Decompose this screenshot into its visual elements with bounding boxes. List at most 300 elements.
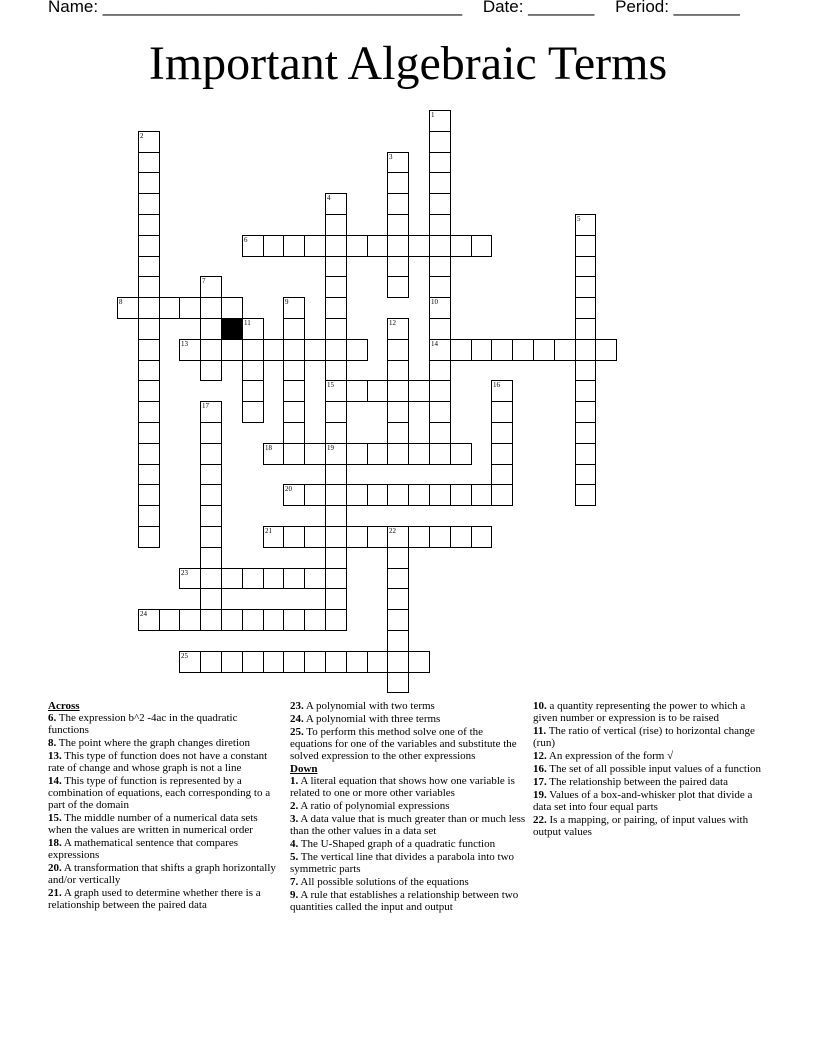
crossword-cell[interactable] <box>263 651 284 673</box>
cell-number: 6 <box>244 236 248 244</box>
crossword-cell[interactable] <box>575 214 596 236</box>
cell-number: 4 <box>327 194 331 202</box>
crossword-cell[interactable] <box>200 318 222 340</box>
crossword-cell[interactable] <box>471 339 492 361</box>
clue-number: 2. <box>290 800 299 812</box>
crossword-cell[interactable] <box>471 526 492 548</box>
crossword-cell[interactable] <box>138 235 160 257</box>
crossword-cell[interactable] <box>138 276 160 298</box>
cell-number: 22 <box>389 527 396 535</box>
crossword-cell[interactable] <box>575 256 596 277</box>
crossword-cell[interactable] <box>429 214 451 236</box>
clue-text: A mathematical sentence that compares expressions <box>48 837 238 861</box>
clue-number: 16. <box>533 763 547 775</box>
crossword-cell[interactable] <box>367 526 388 548</box>
crossword-cell[interactable] <box>367 651 388 673</box>
crossword-cell[interactable] <box>325 318 347 340</box>
crossword-cell[interactable] <box>283 339 305 361</box>
crossword-cell[interactable] <box>325 256 347 277</box>
clue-16 <box>533 763 763 775</box>
crossword-cell[interactable] <box>283 484 305 506</box>
crossword-cell[interactable] <box>450 235 472 257</box>
cell-number: 21 <box>265 527 272 535</box>
crossword-cell[interactable] <box>138 297 160 319</box>
crossword-cell[interactable] <box>554 339 576 361</box>
crossword-cell[interactable] <box>325 235 347 257</box>
crossword-cell[interactable] <box>263 568 284 589</box>
crossword-cell[interactable] <box>242 609 264 631</box>
crossword-cell[interactable] <box>138 380 160 402</box>
crossword-cell[interactable] <box>263 609 284 631</box>
crossword-cell[interactable] <box>200 464 222 485</box>
crossword-cell[interactable] <box>138 172 160 194</box>
crossword-cell[interactable] <box>367 380 388 402</box>
crossword-cell[interactable] <box>450 484 472 506</box>
crossword-cell[interactable] <box>242 339 264 361</box>
crossword-cell[interactable] <box>283 318 305 340</box>
crossword-cell[interactable] <box>387 360 409 381</box>
crossword-cell[interactable] <box>408 235 430 257</box>
crossword-cell[interactable] <box>491 443 513 465</box>
clue-8 <box>48 737 280 749</box>
clue-9 <box>290 889 526 913</box>
crossword-cell[interactable] <box>200 526 222 548</box>
crossword-cell[interactable] <box>304 235 326 257</box>
crossword-cell[interactable] <box>283 401 305 423</box>
crossword-cell[interactable] <box>304 484 326 506</box>
crossword-cell[interactable] <box>138 401 160 423</box>
clue-number: 5. <box>290 851 299 863</box>
crossword-cell[interactable] <box>429 526 451 548</box>
crossword-cell[interactable] <box>429 235 451 257</box>
crossword-cell[interactable] <box>408 380 430 402</box>
crossword-cell[interactable] <box>283 526 305 548</box>
crossword-cell[interactable] <box>242 380 264 402</box>
crossword-cell[interactable] <box>387 256 409 277</box>
crossword-cell[interactable] <box>387 276 409 298</box>
clue-25 <box>290 726 526 762</box>
crossword-cell[interactable] <box>325 651 347 673</box>
crossword-cell[interactable] <box>575 339 596 361</box>
crossword-cell[interactable] <box>471 235 492 257</box>
clue-number: 9. <box>290 889 299 901</box>
crossword-cell[interactable] <box>179 339 201 361</box>
crossword-cell[interactable] <box>304 568 326 589</box>
crossword-cell[interactable] <box>533 339 555 361</box>
clue-number: 17. <box>533 776 547 788</box>
clue-text: An expression of the form √ <box>546 750 674 762</box>
crossword-cell[interactable] <box>325 193 347 215</box>
clue-number: 1. <box>290 775 299 787</box>
clue-number: 8. <box>48 737 57 749</box>
crossword-cell[interactable] <box>283 609 305 631</box>
clue-number: 3. <box>290 813 299 825</box>
crossword-cell[interactable] <box>200 547 222 569</box>
crossword-cell[interactable] <box>200 339 222 361</box>
crossword-cell[interactable] <box>325 526 347 548</box>
crossword-cell[interactable] <box>325 484 347 506</box>
down-clue-list-continued <box>533 700 763 838</box>
clue-4 <box>290 838 526 850</box>
clue-text: This type of function is represented by a combination of equations, each corresponding to a part of the domain <box>48 775 271 811</box>
clue-text: A literal equation that shows how one variable is related to one or more other variables <box>290 775 515 799</box>
crossword-cell[interactable] <box>242 318 264 340</box>
crossword-cell[interactable] <box>263 339 284 361</box>
crossword-cell[interactable] <box>429 256 451 277</box>
crossword-cell[interactable] <box>387 443 409 465</box>
cell-number: 14 <box>431 340 438 348</box>
crossword-cell[interactable] <box>325 422 347 444</box>
crossword-cell[interactable] <box>429 193 451 215</box>
crossword-cell[interactable] <box>242 401 264 423</box>
crossword-cell[interactable] <box>450 339 472 361</box>
date-field-label[interactable]: Date: _______ <box>482 0 595 16</box>
crossword-cell[interactable] <box>283 568 305 589</box>
crossword-cell[interactable] <box>387 630 409 652</box>
crossword-cell[interactable] <box>200 609 222 631</box>
crossword-cell[interactable] <box>367 235 388 257</box>
crossword-cell[interactable] <box>429 339 451 361</box>
crossword-cell[interactable] <box>325 568 347 589</box>
crossword-cell[interactable] <box>325 297 347 319</box>
crossword-cell[interactable] <box>575 380 596 402</box>
crossword-cell[interactable] <box>387 401 409 423</box>
crossword-cell[interactable] <box>387 193 409 215</box>
crossword-cell[interactable] <box>429 297 451 319</box>
crossword-cell[interactable] <box>200 505 222 527</box>
clue-12 <box>533 750 763 762</box>
clue-24 <box>290 713 526 725</box>
crossword-cell[interactable] <box>575 401 596 423</box>
crossword-cell[interactable] <box>179 297 201 319</box>
crossword-cell[interactable] <box>450 443 472 465</box>
crossword-cell[interactable] <box>575 235 596 257</box>
crossword-cell[interactable] <box>283 443 305 465</box>
crossword-cell[interactable] <box>575 318 596 340</box>
clue-number: 24. <box>290 713 304 725</box>
crossword-cell[interactable] <box>179 651 201 673</box>
crossword-cell[interactable] <box>346 380 368 402</box>
crossword-cell[interactable] <box>325 464 347 485</box>
crossword-cell[interactable] <box>200 297 222 319</box>
clue-number: 7. <box>290 876 299 888</box>
clue-number: 18. <box>48 837 62 849</box>
clue-number: 19. <box>533 789 547 801</box>
crossword-cell[interactable] <box>512 339 534 361</box>
crossword-cell[interactable] <box>263 235 284 257</box>
clue-18 <box>48 837 280 861</box>
crossword-cell[interactable] <box>387 235 409 257</box>
crossword-cell[interactable] <box>387 568 409 589</box>
crossword-cell[interactable] <box>346 235 368 257</box>
crossword-cell[interactable] <box>429 443 451 465</box>
crossword-cell[interactable] <box>346 443 368 465</box>
crossword-cell[interactable] <box>471 484 492 506</box>
crossword-cell[interactable] <box>159 609 180 631</box>
crossword-cell[interactable] <box>283 235 305 257</box>
crossword-cell[interactable] <box>138 339 160 361</box>
crossword-cell[interactable] <box>200 588 222 610</box>
crossword-cell[interactable] <box>387 547 409 569</box>
crossword-cell[interactable] <box>325 214 347 236</box>
crossword-cell[interactable] <box>346 339 368 361</box>
crossword-cell[interactable] <box>491 380 513 402</box>
crossword-cell[interactable] <box>179 568 201 589</box>
clue-text: The U-Shaped graph of a quadratic function <box>298 838 496 850</box>
crossword-cell[interactable] <box>429 380 451 402</box>
crossword-cell[interactable] <box>575 297 596 319</box>
crossword-cell[interactable] <box>138 193 160 215</box>
cell-number: 19 <box>327 444 334 452</box>
crossword-cell[interactable] <box>200 422 222 444</box>
clue-text: The set of all possible input values of a function <box>546 763 762 775</box>
crossword-cell[interactable] <box>138 256 160 277</box>
clue-text: The point where the graph changes diretion <box>56 737 251 749</box>
clues-column-1 <box>48 700 280 912</box>
crossword-cell[interactable] <box>200 401 222 423</box>
crossword-cell[interactable] <box>429 131 451 153</box>
crossword-cell[interactable] <box>387 484 409 506</box>
crossword-cell[interactable] <box>242 651 264 673</box>
crossword-cell[interactable] <box>304 609 326 631</box>
crossword-cell[interactable] <box>325 380 347 402</box>
crossword-cell[interactable] <box>138 422 160 444</box>
clue-number: 13. <box>48 750 62 762</box>
crossword-cell[interactable] <box>200 360 222 381</box>
crossword-cell[interactable] <box>491 464 513 485</box>
crossword-cell[interactable] <box>242 360 264 381</box>
crossword-cell[interactable] <box>325 588 347 610</box>
crossword-cell[interactable] <box>179 609 201 631</box>
crossword-cell[interactable] <box>200 484 222 506</box>
crossword-cell[interactable] <box>221 568 243 589</box>
cell-number: 18 <box>265 444 272 452</box>
clue-number: 14. <box>48 775 62 787</box>
clue-text: All possible solutions of the equations <box>298 876 469 888</box>
crossword-cell[interactable] <box>138 360 160 381</box>
clue-text: This type of function does not have a constant rate of change and whose graph is not a line <box>48 750 268 774</box>
crossword-cell[interactable] <box>387 318 409 340</box>
clue-text: The relationship between the paired data <box>546 776 728 788</box>
clue-21 <box>48 887 280 911</box>
clue-text: Is a mapping, or pairing, of input values with output values <box>533 814 749 838</box>
crossword-cell[interactable] <box>367 484 388 506</box>
cell-number: 11 <box>244 319 251 327</box>
crossword-cell[interactable] <box>325 443 347 465</box>
crossword-cell[interactable] <box>138 609 160 631</box>
clue-text: A rule that establishes a relationship between two quantities called the input and output <box>290 889 519 913</box>
cell-number: 13 <box>181 340 188 348</box>
across-clue-list-continued <box>290 700 526 762</box>
clue-15 <box>48 812 280 836</box>
crossword-cell[interactable] <box>263 443 284 465</box>
crossword-cell[interactable] <box>138 214 160 236</box>
cell-number: 3 <box>389 153 393 161</box>
crossword-cell[interactable] <box>450 526 472 548</box>
crossword-cell[interactable] <box>408 443 430 465</box>
down-heading: Down <box>290 763 318 775</box>
clue-text: The ratio of vertical (rise) to horizontal change (run) <box>533 725 755 749</box>
crossword-cell[interactable] <box>387 672 409 693</box>
crossword-cell[interactable] <box>429 110 451 132</box>
crossword-cell[interactable] <box>325 401 347 423</box>
clue-text: A data value that is much greater than or much less than the other values in a data set <box>290 813 526 837</box>
name-field-label[interactable]: Name: ______________________________________ <box>48 0 463 16</box>
crossword-cell[interactable] <box>429 360 451 381</box>
clue-text: The middle number of a numerical data sets when the values are written in numerical order <box>48 812 258 836</box>
crossword-cell[interactable] <box>221 339 243 361</box>
clue-number: 22. <box>533 814 547 826</box>
crossword-cell[interactable] <box>325 505 347 527</box>
clue-text: Values of a box-and-whisker plot that divide a data set into four equal parts <box>533 789 753 813</box>
crossword-cell[interactable] <box>575 422 596 444</box>
clue-19 <box>533 789 763 813</box>
crossword-cell[interactable] <box>491 339 513 361</box>
clue-number: 11. <box>533 725 547 737</box>
clue-number: 4. <box>290 838 299 850</box>
crossword-cell[interactable] <box>221 297 243 319</box>
clue-6 <box>48 712 280 736</box>
crossword-cell[interactable] <box>575 464 596 485</box>
crossword-cell[interactable] <box>429 422 451 444</box>
crossword-cell[interactable] <box>408 651 430 673</box>
clue-number: 20. <box>48 862 62 874</box>
cell-number: 9 <box>285 298 289 306</box>
crossword-cell[interactable] <box>325 276 347 298</box>
crossword-cell[interactable] <box>200 651 222 673</box>
clue-5 <box>290 851 526 875</box>
crossword-cell[interactable] <box>575 443 596 465</box>
crossword-cell[interactable] <box>283 380 305 402</box>
clue-7 <box>290 876 526 888</box>
crossword-cell[interactable] <box>200 443 222 465</box>
period-field-label[interactable]: Period: _______ <box>615 0 740 16</box>
crossword-cell[interactable] <box>387 651 409 673</box>
crossword-cell[interactable] <box>429 152 451 173</box>
page-title: Important Algebraic Terms <box>148 37 668 90</box>
crossword-cell[interactable] <box>575 276 596 298</box>
cell-number: 23 <box>181 569 188 577</box>
cell-number: 1 <box>431 111 435 119</box>
crossword-cell[interactable] <box>387 214 409 236</box>
crossword-cell[interactable] <box>138 152 160 173</box>
crossword-cell[interactable] <box>346 526 368 548</box>
clue-number: 25. <box>290 726 304 738</box>
crossword-cell[interactable] <box>429 318 451 340</box>
crossword-cell[interactable] <box>138 505 160 527</box>
crossword-cell[interactable] <box>283 360 305 381</box>
crossword-cell[interactable] <box>408 526 430 548</box>
crossword-cell[interactable] <box>387 526 409 548</box>
crossword-cell[interactable] <box>138 484 160 506</box>
cell-number: 15 <box>327 381 334 389</box>
cell-number: 16 <box>493 381 500 389</box>
crossword-cell[interactable] <box>138 318 160 340</box>
crossword-cell[interactable] <box>304 526 326 548</box>
cell-number: 17 <box>202 402 209 410</box>
crossword-cell[interactable] <box>200 276 222 298</box>
crossword-cell[interactable] <box>387 588 409 610</box>
crossword-cell[interactable] <box>346 484 368 506</box>
crossword-cell[interactable] <box>138 443 160 465</box>
clue-text: a quantity representing the power to which a given number or expression is to be raised <box>533 700 746 724</box>
crossword-cell[interactable] <box>263 526 284 548</box>
clue-13 <box>48 750 280 774</box>
cell-number: 25 <box>181 652 188 660</box>
clue-1 <box>290 775 526 799</box>
crossword-cell[interactable] <box>387 152 409 173</box>
crossword-cell[interactable] <box>491 422 513 444</box>
cell-number: 10 <box>431 298 438 306</box>
crossword-cell[interactable] <box>387 339 409 361</box>
crossword-cell[interactable] <box>595 339 617 361</box>
crossword-cell[interactable] <box>138 131 160 153</box>
crossword-cell[interactable] <box>159 297 180 319</box>
crossword-cell[interactable] <box>325 547 347 569</box>
crossword-cell[interactable] <box>138 464 160 485</box>
crossword-cell[interactable] <box>429 401 451 423</box>
crossword-cell[interactable] <box>491 401 513 423</box>
crossword-cell[interactable] <box>408 484 430 506</box>
crossword-cell[interactable] <box>575 484 596 506</box>
crossword-cell[interactable] <box>138 526 160 548</box>
crossword-cell[interactable] <box>304 339 326 361</box>
clue-text: A transformation that shifts a graph horizontally and/or vertically <box>48 862 276 886</box>
clue-text: A polynomial with three terms <box>303 713 441 725</box>
clue-number: 23. <box>290 700 304 712</box>
clue-text: To perform this method solve one of the equations for one of the variables and substitute the solved expression to the other expressions <box>290 726 517 762</box>
crossword-cell[interactable] <box>304 443 326 465</box>
crossword-cell[interactable] <box>429 172 451 194</box>
crossword-cell[interactable] <box>346 651 368 673</box>
clue-3 <box>290 813 526 837</box>
across-clue-list <box>48 712 280 911</box>
crossword-cell[interactable] <box>117 297 139 319</box>
clue-23 <box>290 700 526 712</box>
crossword-cell[interactable] <box>242 568 264 589</box>
crossword-cell[interactable] <box>283 422 305 444</box>
cell-number: 8 <box>119 298 123 306</box>
crossword-cell[interactable] <box>387 172 409 194</box>
crossword-cell[interactable] <box>387 609 409 631</box>
crossword-cell[interactable] <box>242 235 264 257</box>
crossword-cell[interactable] <box>429 276 451 298</box>
crossword-cell[interactable] <box>367 443 388 465</box>
cell-number: 5 <box>577 215 581 223</box>
clue-2 <box>290 800 526 812</box>
crossword-cell[interactable] <box>304 651 326 673</box>
clue-11 <box>533 725 763 749</box>
cell-number: 7 <box>202 277 206 285</box>
clues-column-3 <box>533 700 763 839</box>
crossword-cell[interactable] <box>325 609 347 631</box>
across-heading: Across <box>48 700 80 712</box>
crossword-cell[interactable] <box>491 484 513 506</box>
crossword-cell[interactable] <box>325 339 347 361</box>
clue-14 <box>48 775 280 811</box>
crossword-cell[interactable] <box>221 651 243 673</box>
cell-number: 24 <box>140 610 147 618</box>
crossword-cell[interactable] <box>200 568 222 589</box>
crossword-cell[interactable] <box>325 360 347 381</box>
crossword-cell[interactable] <box>221 609 243 631</box>
crossword-cell[interactable] <box>575 360 596 381</box>
crossword-cell[interactable] <box>283 297 305 319</box>
crossword-cell[interactable] <box>387 380 409 402</box>
crossword-cell[interactable] <box>429 484 451 506</box>
crossword-cell[interactable] <box>387 422 409 444</box>
crossword-cell[interactable] <box>283 651 305 673</box>
